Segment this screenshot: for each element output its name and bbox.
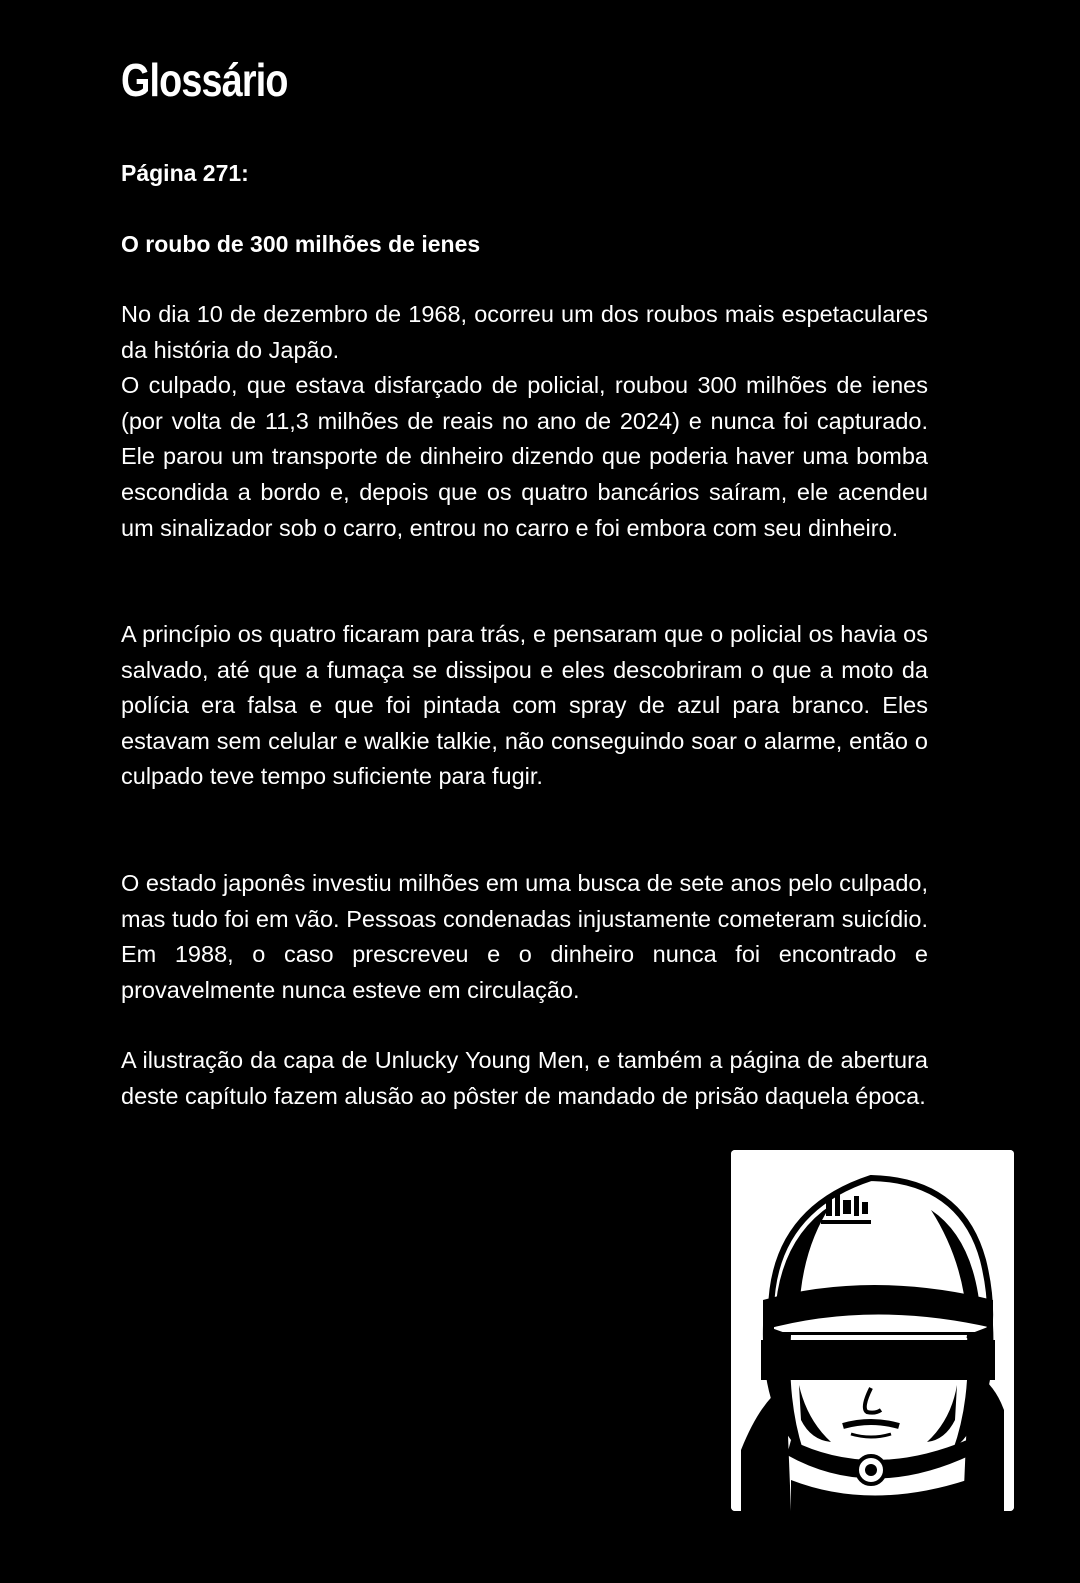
paragraph-3-text: O estado japonês investiu milhões em uma busca de sete anos pelo culpado, mas tudo foi em vão. Pessoas condenadas injustamente cometeram suicídio. Em 1988, o caso prescreveu e o dinheiro nunca foi encontrado e provavelmente nunca esteve em circulação.: [121, 870, 928, 1003]
paragraph-1-sentence-1: No dia 10 de dezembro de 1968, ocorreu um dos roubos mais espetaculares da história do Japão.: [121, 301, 928, 363]
paragraph-3: [121, 866, 928, 1008]
page-reference: Página 271:: [121, 160, 249, 186]
wanted-poster-helmet-portrait-icon: [731, 1150, 1014, 1511]
paragraph-4: [121, 1043, 928, 1114]
paragraph-2-text: A princípio os quatro ficaram para trás, e pensaram que o policial os havia os salvado, até que a fumaça se dissipou e eles descobriram o que a moto da polícia era falsa e que foi pintada com spray de azul para branco. Eles estavam sem celular e walkie talkie, não conseguindo soar o alarme, então o culpado teve tempo suficiente para fugir.: [121, 621, 928, 790]
paragraph-1: [121, 297, 928, 546]
entry-title: O roubo de 300 milhões de ienes: [121, 231, 481, 257]
glossary-title: Glossário: [121, 54, 288, 106]
paragraph-1-sentence-2: O culpado, que estava disfarçado de policial, roubou 300 milhões de ienes (por volta de 11,3 milhões de reais no ano de 2024) e nunca foi capturado. Ele parou um transporte de dinheiro dizendo que poderia haver uma bomba escondida a bordo e, depois que os quatro bancários saíram, ele acendeu um sinalizador sob o carro, entrou no carro e foi embora com seu dinheiro.: [121, 372, 928, 541]
paragraph-2: [121, 617, 928, 795]
paragraph-4-text: A ilustração da capa de Unlucky Young Men, e também a página de abertura deste capítulo fazem alusão ao pôster de mandado de prisão daquela época.: [121, 1047, 928, 1109]
